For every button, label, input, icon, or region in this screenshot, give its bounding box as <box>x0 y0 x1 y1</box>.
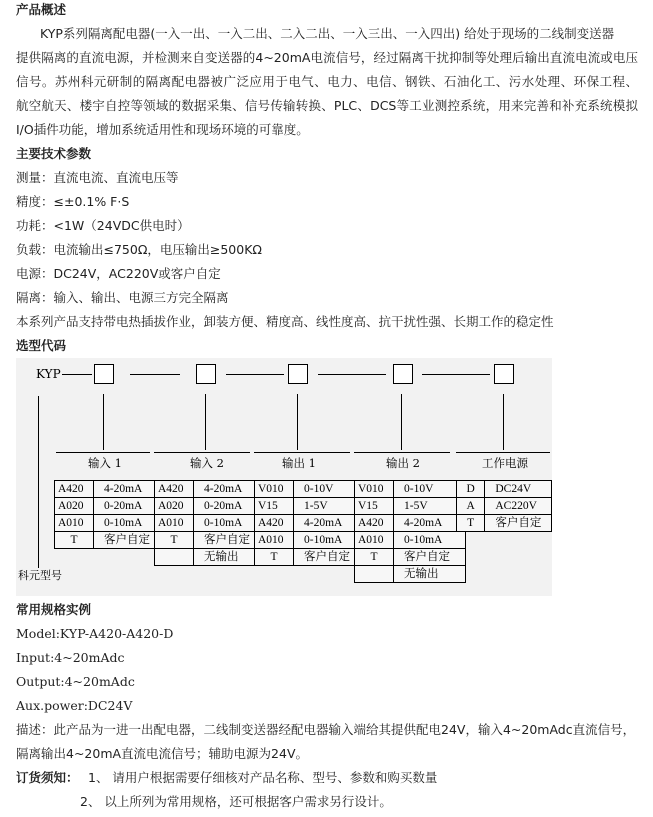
code-cell: A420 <box>255 515 294 532</box>
tech-measure: 测量：直流电流、直流电压等 <box>16 170 179 185</box>
table-row <box>457 481 552 498</box>
value-cell: 1-5V <box>294 498 366 515</box>
table-row <box>155 515 266 532</box>
tech-note: 本系列产品支持带电热插拔作业，卸装方便、精度高、线性度高、抗干扰性强、长期工作的稳定性 <box>16 314 554 329</box>
code-cell: V15 <box>355 498 394 515</box>
value-cell: 0-10V <box>294 481 366 498</box>
overview-heading: 产品概述 <box>16 2 67 17</box>
code-slot-3 <box>288 364 308 384</box>
code-cell: A010 <box>355 532 394 549</box>
value-cell: 4-20mA <box>94 481 166 498</box>
value-cell: 0-10mA <box>294 532 366 549</box>
value-cell: AC220V <box>485 498 552 515</box>
group-title-power: 工作电源 <box>482 456 528 470</box>
group-title-output-1: 输出 1 <box>282 456 316 470</box>
selection-heading: 选型代码 <box>16 338 67 353</box>
value-cell: 0-10V <box>394 481 466 498</box>
example-heading: 常用规格实例 <box>16 602 92 617</box>
table-row <box>55 481 166 498</box>
table-row <box>155 549 266 566</box>
code-cell: A020 <box>155 498 194 515</box>
code-slot-4 <box>393 364 413 384</box>
table-row <box>355 532 466 549</box>
example-output: Output:4~20mAdc <box>16 674 135 689</box>
code-cell: V010 <box>255 481 294 498</box>
order-item-2: 2、 以上所列为常用规格，还可根据客户需求另行设计。 <box>80 794 392 809</box>
value-cell: 4-20mA <box>294 515 366 532</box>
table-row <box>155 481 266 498</box>
value-cell: 无输出 <box>394 566 466 583</box>
value-cell: 客户自定 <box>294 549 366 566</box>
code-cell: A010 <box>255 532 294 549</box>
tech-heading: 主要技术参数 <box>16 146 92 161</box>
code-cell: D <box>457 481 485 498</box>
table-row <box>355 515 466 532</box>
overview-line-2: 提供隔离的直流电源，并检测来自变送器的4~20mA电流信号，经过隔离干扰抑制等处理后输出直流电流或电压 <box>16 50 638 65</box>
table-row <box>55 515 166 532</box>
group-table-output-1 <box>254 480 366 566</box>
table-row <box>55 532 166 549</box>
table-row <box>255 532 366 549</box>
example-aux-power: Aux.power:DC24V <box>16 698 133 713</box>
value-cell: 0-20mA <box>194 498 266 515</box>
tech-isolation: 隔离：输入、输出、电源三方完全隔离 <box>16 290 229 305</box>
code-cell: T <box>355 549 394 566</box>
tech-load: 负载：电流输出≤750Ω，电压输出≥500KΩ <box>16 242 262 257</box>
model-label: 科元型号 <box>18 569 62 582</box>
value-cell: 0-10mA <box>394 532 466 549</box>
code-slot-5 <box>494 364 514 384</box>
example-description-1: 描述：此产品为一进一出配电器，二线制变送器经配电器输入端给其提供配电24V，输入4~20mAdc直流信号， <box>16 722 636 737</box>
table-row <box>255 481 366 498</box>
model-prefix: KYP <box>36 367 61 381</box>
code-cell: T <box>55 532 94 549</box>
table-row <box>55 498 166 515</box>
code-cell: A010 <box>55 515 94 532</box>
value-cell: DC24V <box>485 481 552 498</box>
table-row <box>355 498 466 515</box>
overview-line-4: 航空航天、楼宇自控等领域的数据采集、信号传输转换、PLC、DCS等工业测控系统，用来完善和补充系统模拟 <box>16 98 638 113</box>
tech-power: 功耗：<1W（24VDC供电时） <box>16 218 190 233</box>
code-slot-2 <box>196 364 216 384</box>
tech-supply: 电源：DC24V，AC220V或客户自定 <box>16 266 221 281</box>
group-table-power <box>456 480 552 532</box>
value-cell: 0-10mA <box>94 515 166 532</box>
table-row <box>255 498 366 515</box>
code-cell: V15 <box>255 498 294 515</box>
table-row <box>255 515 366 532</box>
table-row <box>355 549 466 566</box>
code-cell: T <box>255 549 294 566</box>
selection-code-diagram <box>16 358 552 596</box>
overview-line-3: 信号。苏州科元研制的隔离配电器被广泛应用于电气、电力、电信、钢铁、石油化工、污水处理、环保工程、 <box>16 74 638 89</box>
table-row <box>155 498 266 515</box>
code-cell: T <box>155 532 194 549</box>
table-row <box>255 549 366 566</box>
code-cell: A020 <box>55 498 94 515</box>
example-input: Input:4~20mAdc <box>16 650 125 665</box>
value-cell: 1-5V <box>394 498 466 515</box>
overview-line-5: I/O插件功能，增加系统适用性和现场环境的可靠度。 <box>16 122 309 137</box>
code-cell: A420 <box>55 481 94 498</box>
table-row <box>457 498 552 515</box>
example-model: Model:KYP-A420-A420-D <box>16 626 174 641</box>
value-cell: 客户自定 <box>485 515 552 532</box>
value-cell: 客户自定 <box>194 532 266 549</box>
order-item-1: 1、 请用户根据需要仔细核对产品名称、型号、参数和购买数量 <box>88 770 438 785</box>
value-cell: 0-10mA <box>194 515 266 532</box>
value-cell: 无输出 <box>194 549 266 566</box>
code-cell: A010 <box>155 515 194 532</box>
code-slot-1 <box>94 364 114 384</box>
group-title-output-2: 输出 2 <box>386 456 420 470</box>
group-table-input-1 <box>54 480 166 549</box>
overview-line-1: KYP系列隔离配电器(一入一出、一入二出、二入二出、一入三出、一入四出) 给处于现场的二线制变送器 <box>40 26 615 41</box>
value-cell: 4-20mA <box>394 515 466 532</box>
table-row <box>355 566 466 583</box>
group-title-input-1: 输入 1 <box>88 456 122 470</box>
code-cell: T <box>457 515 485 532</box>
value-cell: 客户自定 <box>394 549 466 566</box>
group-title-input-2: 输入 2 <box>190 456 224 470</box>
table-row <box>457 515 552 532</box>
order-heading: 订货须知： <box>16 770 79 785</box>
code-cell <box>155 549 194 566</box>
group-table-output-2 <box>354 480 466 583</box>
example-description-2: 隔离输出4~20mA直流电流信号；辅助电源为24V。 <box>16 746 309 761</box>
table-row <box>355 481 466 498</box>
value-cell: 4-20mA <box>194 481 266 498</box>
table-row <box>155 532 266 549</box>
tech-accuracy: 精度：≤±0.1% F·S <box>16 194 130 209</box>
code-cell: A420 <box>355 515 394 532</box>
code-cell <box>355 566 394 583</box>
code-cell: A <box>457 498 485 515</box>
value-cell: 客户自定 <box>94 532 166 549</box>
value-cell: 0-20mA <box>94 498 166 515</box>
code-cell: A420 <box>155 481 194 498</box>
group-table-input-2 <box>154 480 266 566</box>
code-cell: V010 <box>355 481 394 498</box>
